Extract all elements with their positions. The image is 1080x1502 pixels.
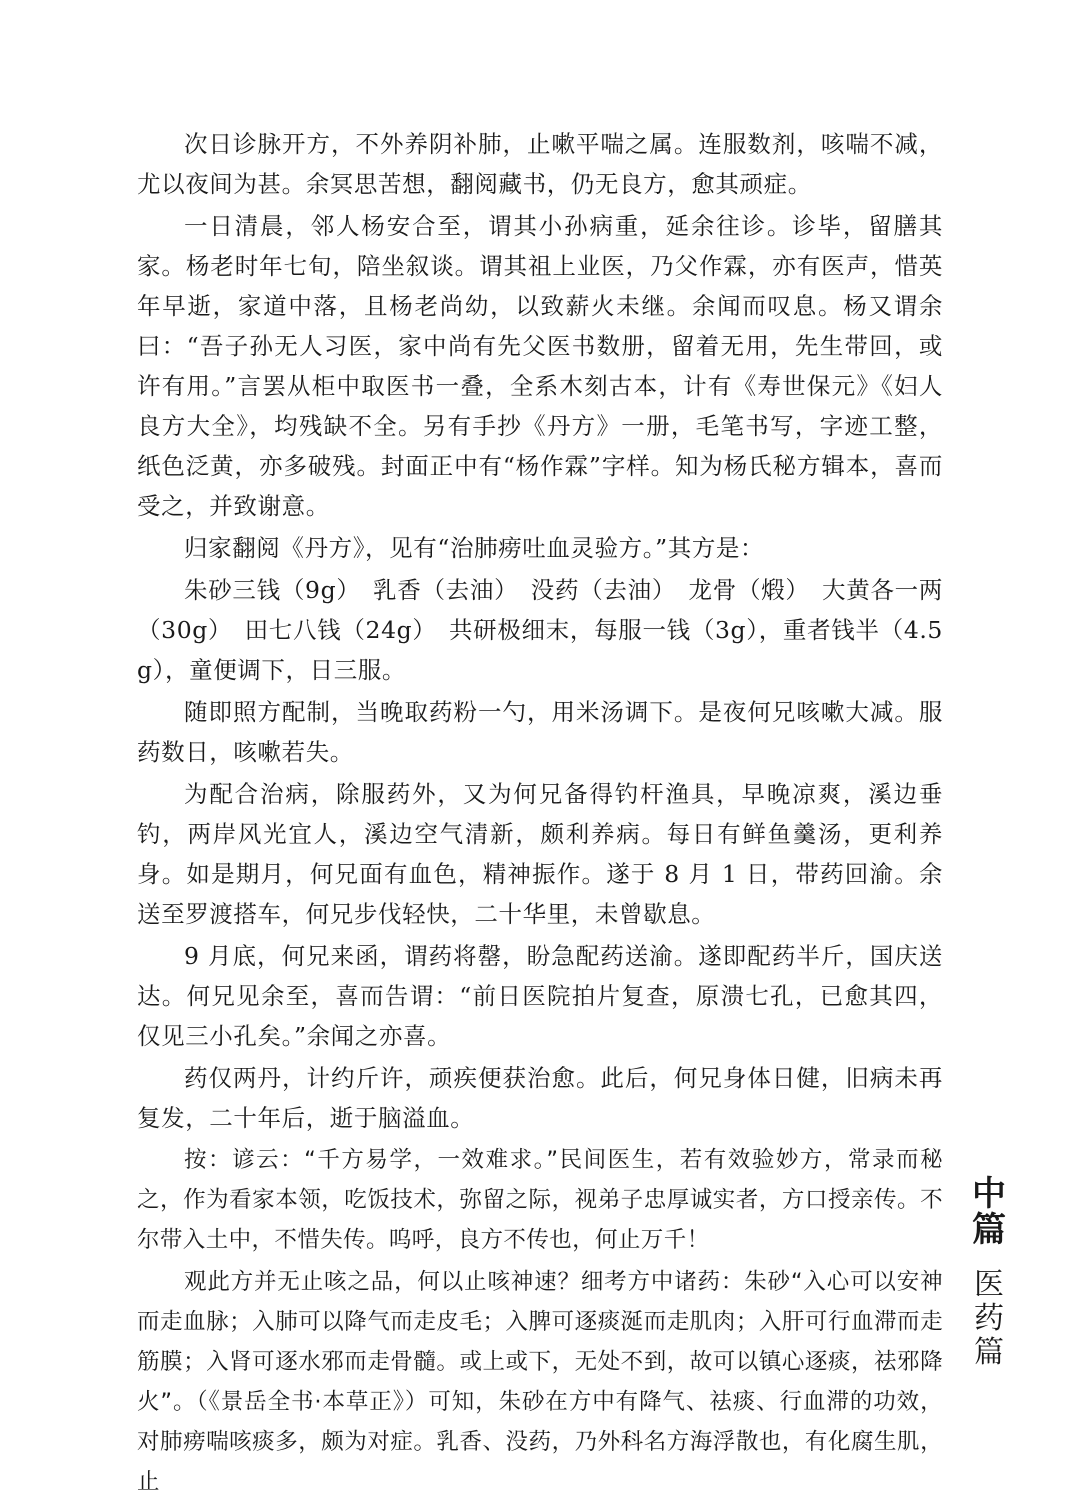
paragraph-3: 归家翻阅《丹方》，见有“治肺痨吐血灵验方。”其方是： bbox=[184, 534, 765, 562]
paragraph-1: 次日诊脉开方，不外养阴补肺，止嗽平喘之属。连服数剂，咳喘不减，尤以夜间为甚。余冥思苦想，翻阅藏书，仍无良方，愈其顽症。 bbox=[137, 130, 943, 198]
paragraph-8: 药仅两丹，计约斤许，顽疾便获治愈。此后，何兄身体日健，旧病未再复发，二十年后，逝于脑溢血。 bbox=[137, 1064, 943, 1132]
chapter-label bbox=[966, 1268, 1012, 1370]
paragraph-6: 为配合治病，除服药外，又为何兄备得钓杆渔具，早晚凉爽，溪边垂钓，两岸风光宜人，溪边空气清新，颇利养病。每日有鲜鱼羹汤，更利养身。如是期月，何兄面有血色，精神振作。遂于 8 月 1 日，带药回渝。余送至罗渡搭车，何兄步伐轻快，二十华里，未曾歇息。 bbox=[137, 780, 943, 928]
body-text bbox=[137, 124, 943, 1502]
chapter-label-char: 药 bbox=[974, 1301, 1004, 1336]
section-label-char: 中 bbox=[972, 1174, 1006, 1214]
section-label bbox=[966, 1176, 1012, 1248]
analysis-paragraph: 观此方并无止咳之品，何以止咳神速？细考方中诸药：朱砂“入心可以安神而走血脉；入肺可以降气而走皮毛；入脾可逐痰涎而走肌肉；入肝可行血滞而走筋膜；入肾可逐水邪而走骨髓。或上或下，无处不到，故可以镇心逐痰，祛邪降火”。（《景岳全书·本草正》）可知，朱砂在方中有降气、祛痰、行血滞的功效，对肺痨喘咳痰多，颇为对症。乳香、没药，乃外科名方海浮散也，有化腐生肌，止 bbox=[137, 1269, 943, 1495]
section-label-char: 篇 bbox=[972, 1210, 1006, 1250]
recipe-paragraph: 朱砂三钱（9g） 乳香（去油） 没药（去油） 龙骨（煅） 大黄各一两（30g） 田七八钱（24g） 共研极细末，每服一钱（3g），重者钱半（4.5g），童便调下，日三服。 bbox=[137, 576, 943, 684]
paragraph-2: 一日清晨，邻人杨安合至，谓其小孙病重，延余往诊。诊毕，留膳其家。杨老时年七旬，陪坐叙谈。谓其祖上业医，乃父作霖，亦有医声，惜英年早逝，家道中落，且杨老尚幼，以致薪火未继。余闻而叹息。杨又谓余曰：“吾子孙无人习医，家中尚有先父医书数册，留着无用，先生带回，或许有用。”言罢从柜中取医书一叠，全系木刻古本，计有《寿世保元》《妇人良方大全》，均残缺不全。另有手抄《丹方》一册，毛笔书写，字迹工整，纸色泛黄，亦多破残。封面正中有“杨作霖”字样。知为杨氏秘方辑本，喜而受之，并致谢意。 bbox=[137, 212, 943, 520]
chapter-label-char: 医 bbox=[974, 1267, 1004, 1302]
commentary-paragraph: 按：谚云：“千方易学，一效难求。”民间医生，若有效验妙方，常录而秘之，作为看家本领，吃饭技术，弥留之际，视弟子忠厚诚实者，方口授亲传。不尔带入土中，不惜失传。呜呼，良方不传也，何止万千！ bbox=[137, 1147, 943, 1253]
paragraph-5: 随即照方配制，当晚取药粉一勺，用米汤调下。是夜何兄咳嗽大减。服药数日，咳嗽若失。 bbox=[137, 698, 943, 766]
paragraph-7: 9 月底，何兄来函，谓药将罄，盼急配药送渝。遂即配药半斤，国庆送达。何兄见余至，喜而告谓：“前日医院拍片复查，原溃七孔，已愈其四，仅见三小孔矣。”余闻之亦喜。 bbox=[137, 942, 943, 1050]
chapter-label-char: 篇 bbox=[974, 1335, 1004, 1370]
